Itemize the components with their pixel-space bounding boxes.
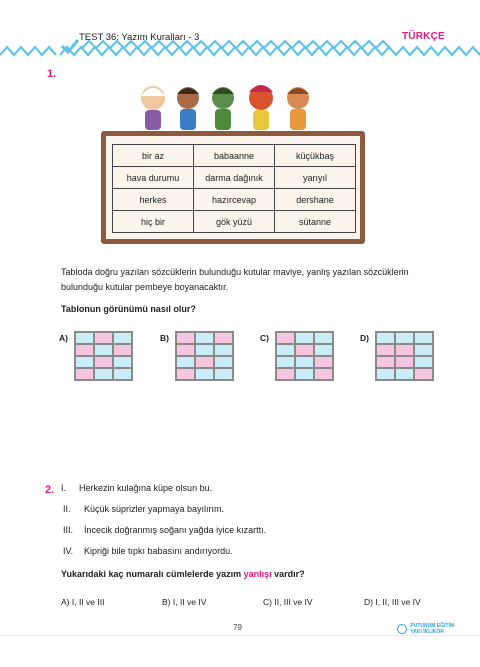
logo-icon bbox=[397, 624, 407, 634]
blue-cell bbox=[94, 368, 113, 380]
answer-option[interactable]: D) I, II, III ve IV bbox=[364, 597, 421, 607]
table-cell: yarıyıl bbox=[275, 167, 356, 189]
blue-cell bbox=[314, 332, 333, 344]
option-grid[interactable] bbox=[375, 331, 434, 381]
blue-cell bbox=[195, 368, 214, 380]
table-cell: bir az bbox=[113, 145, 194, 167]
pink-cell bbox=[414, 368, 433, 380]
option-grid[interactable] bbox=[275, 331, 334, 381]
statement-numeral: III. bbox=[63, 525, 74, 535]
option-label[interactable]: D) bbox=[360, 333, 369, 343]
question-1-prompt: Tablonun görünümü nasıl olur? bbox=[61, 304, 196, 314]
answer-option[interactable]: B) I, II ve IV bbox=[162, 597, 207, 607]
pink-cell bbox=[75, 368, 94, 380]
blue-cell bbox=[376, 332, 395, 344]
option-label[interactable]: C) bbox=[260, 333, 269, 343]
pink-cell bbox=[94, 332, 113, 344]
blue-cell bbox=[195, 332, 214, 344]
question-1-text-line-1: Tabloda doğru yazılan sözcüklerin bulunduğu kutular maviye, yanlış yazılan sözcüklerin bbox=[61, 267, 409, 277]
publisher-logo: PUTUNUM EĞİTİM YAKI İKLİKÖR bbox=[397, 623, 454, 635]
table-cell: herkes bbox=[113, 189, 194, 211]
blue-cell bbox=[195, 344, 214, 356]
question-1-number: 1. bbox=[47, 68, 57, 80]
blue-cell bbox=[75, 356, 94, 368]
blue-cell bbox=[395, 332, 414, 344]
child-2 bbox=[177, 87, 199, 130]
pink-cell bbox=[113, 344, 132, 356]
option-label[interactable]: B) bbox=[160, 333, 169, 343]
pink-cell bbox=[276, 332, 295, 344]
blue-cell bbox=[113, 332, 132, 344]
blue-cell bbox=[214, 344, 233, 356]
pink-cell bbox=[94, 356, 113, 368]
statement-numeral: I. bbox=[61, 483, 67, 493]
pink-cell bbox=[75, 344, 94, 356]
blue-cell bbox=[75, 332, 94, 344]
table-cell: gök yüzü bbox=[194, 211, 275, 233]
pink-cell bbox=[176, 368, 195, 380]
statement-text: İncecik doğranmış soğanı yağda iyice kızarttı. bbox=[84, 525, 267, 535]
question-1-text-line-2: bulunduğu kutular pembeye boyanacaktır. bbox=[61, 282, 229, 292]
answer-option[interactable]: A) I, II ve III bbox=[61, 597, 105, 607]
table-cell: sütanne bbox=[275, 211, 356, 233]
question-2-prompt: Yukarıdaki kaç numaralı cümlelerde yazım yanlışı vardır? bbox=[61, 569, 305, 579]
table-cell: küçükbaş bbox=[275, 145, 356, 167]
word-table bbox=[112, 144, 356, 233]
statement-text: Küçük süprizler yapmaya bayılırım. bbox=[84, 504, 225, 514]
blue-cell bbox=[414, 356, 433, 368]
option-grid[interactable] bbox=[74, 331, 133, 381]
table-cell: hiç bir bbox=[113, 211, 194, 233]
blue-cell bbox=[314, 344, 333, 356]
pink-cell bbox=[214, 332, 233, 344]
pink-cell bbox=[395, 356, 414, 368]
checkmark-icon bbox=[62, 40, 78, 52]
pink-cell bbox=[376, 356, 395, 368]
table-row bbox=[113, 167, 356, 189]
table-cell: hazırcevap bbox=[194, 189, 275, 211]
child-4 bbox=[249, 85, 273, 130]
blue-cell bbox=[295, 368, 314, 380]
blue-cell bbox=[276, 344, 295, 356]
pink-cell bbox=[314, 356, 333, 368]
footer-divider bbox=[0, 635, 480, 636]
blue-cell bbox=[214, 356, 233, 368]
blue-cell bbox=[295, 356, 314, 368]
table-row bbox=[113, 145, 356, 167]
pink-cell bbox=[176, 344, 195, 356]
table-row bbox=[113, 189, 356, 211]
blue-cell bbox=[94, 344, 113, 356]
blue-cell bbox=[414, 332, 433, 344]
child-3 bbox=[212, 87, 234, 130]
pink-cell bbox=[314, 368, 333, 380]
blue-cell bbox=[214, 368, 233, 380]
option-grid[interactable] bbox=[175, 331, 234, 381]
blue-cell bbox=[295, 332, 314, 344]
child-5 bbox=[287, 87, 309, 130]
subject-label: TÜRKÇE bbox=[402, 31, 445, 42]
pink-cell bbox=[395, 344, 414, 356]
children-illustration bbox=[133, 80, 323, 135]
test-title: TEST 36: Yazım Kuralları - 3 bbox=[79, 32, 200, 43]
statement-text: Kipriği bile tıpkı babasını andırıyordu. bbox=[84, 546, 233, 556]
blue-cell bbox=[414, 344, 433, 356]
blue-cell bbox=[176, 356, 195, 368]
table-row bbox=[113, 211, 356, 233]
blue-cell bbox=[113, 356, 132, 368]
question-2-number: 2. bbox=[45, 484, 55, 496]
highlight-word: yanlışı bbox=[243, 569, 272, 579]
blue-cell bbox=[113, 368, 132, 380]
statement-text: Herkezin kulağına küpe olsun bu. bbox=[79, 483, 213, 493]
blue-cell bbox=[395, 368, 414, 380]
pink-cell bbox=[176, 332, 195, 344]
page-number: 79 bbox=[233, 623, 242, 632]
blue-cell bbox=[276, 356, 295, 368]
blue-cell bbox=[376, 368, 395, 380]
table-cell: dershane bbox=[275, 189, 356, 211]
statement-numeral: IV. bbox=[63, 546, 74, 556]
pink-cell bbox=[376, 344, 395, 356]
table-cell: babaanne bbox=[194, 145, 275, 167]
pink-cell bbox=[195, 356, 214, 368]
pink-cell bbox=[295, 344, 314, 356]
statement-numeral: II. bbox=[63, 504, 71, 514]
answer-option[interactable]: C) II, III ve IV bbox=[263, 597, 313, 607]
option-label[interactable]: A) bbox=[59, 333, 68, 343]
table-cell: darma dağınık bbox=[194, 167, 275, 189]
pink-cell bbox=[276, 368, 295, 380]
child-1 bbox=[141, 86, 165, 130]
table-cell: hava durumu bbox=[113, 167, 194, 189]
